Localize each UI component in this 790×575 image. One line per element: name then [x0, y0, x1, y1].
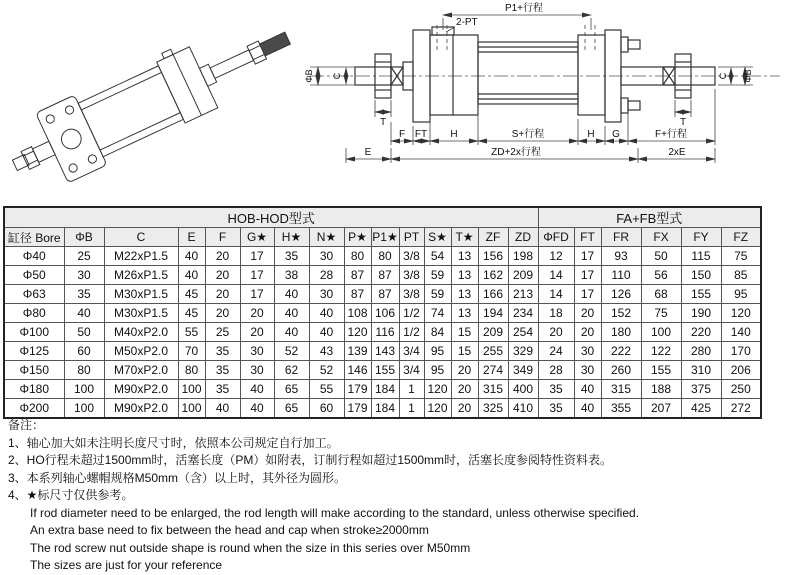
table-cell: 20 [574, 323, 601, 342]
table-cell: 74 [424, 304, 451, 323]
table-cell: 425 [681, 399, 721, 419]
table-cell: 35 [538, 380, 574, 399]
table-cell: 25 [64, 247, 104, 266]
table-cell: 75 [721, 247, 761, 266]
table-cell: 3/8 [399, 247, 424, 266]
column-header: FY [681, 228, 721, 247]
table-cell: M30xP1.5 [104, 304, 178, 323]
table-cell: 18 [538, 304, 574, 323]
table-cell: 87 [371, 266, 399, 285]
table-cell: 40 [274, 285, 309, 304]
table-cell: 30 [574, 342, 601, 361]
table-cell: 87 [344, 266, 371, 285]
table-cell: 315 [478, 380, 508, 399]
table-cell: 198 [508, 247, 538, 266]
column-header: FT [574, 228, 601, 247]
table-cell: 139 [344, 342, 371, 361]
table-cell: 40 [309, 304, 344, 323]
table-cell: 50 [64, 323, 104, 342]
table-cell: 272 [721, 399, 761, 419]
table-cell: 80 [344, 247, 371, 266]
table-cell: 400 [508, 380, 538, 399]
table-cell: 254 [508, 323, 538, 342]
table-cell: 108 [344, 304, 371, 323]
column-header: G★ [240, 228, 274, 247]
table-cell: 12 [538, 247, 574, 266]
table-cell: 80 [64, 361, 104, 380]
table-cell: 13 [451, 266, 478, 285]
table-cell: 28 [538, 361, 574, 380]
table-cell: 152 [601, 304, 641, 323]
column-header: T★ [451, 228, 478, 247]
table-cell: M22xP1.5 [104, 247, 178, 266]
table-cell: 65 [274, 399, 309, 419]
table-cell: 35 [205, 342, 240, 361]
group-header-row [4, 207, 761, 228]
table-cell: 60 [309, 399, 344, 419]
table-cell: 40 [64, 304, 104, 323]
table-cell: 14 [538, 285, 574, 304]
table-cell: 194 [478, 304, 508, 323]
dim-t-left: T [379, 117, 387, 128]
table-cell: 100 [641, 323, 681, 342]
table-cell: 17 [240, 247, 274, 266]
dim-p1-stroke: P1+行程 [504, 3, 544, 14]
table-cell: 95 [721, 285, 761, 304]
table-cell: 180 [601, 323, 641, 342]
table-cell: 40 [274, 304, 309, 323]
table-row [4, 304, 761, 323]
table-cell: 120 [721, 304, 761, 323]
column-header: ZF [478, 228, 508, 247]
column-header: F [205, 228, 240, 247]
table-cell: 35 [274, 247, 309, 266]
table-cell: Φ125 [4, 342, 64, 361]
table-row [4, 323, 761, 342]
table-cell: 100 [64, 380, 104, 399]
dim-phib-left: ΦB [304, 69, 314, 83]
table-cell: 56 [641, 266, 681, 285]
column-header: C [104, 228, 178, 247]
table-row [4, 380, 761, 399]
table-cell: 30 [240, 342, 274, 361]
dim-2pt: 2-PT [456, 17, 478, 28]
table-cell: 156 [478, 247, 508, 266]
table-cell: 20 [205, 304, 240, 323]
table-cell: Φ100 [4, 323, 64, 342]
table-cell: 95 [424, 342, 451, 361]
table-cell: 146 [344, 361, 371, 380]
table-cell: 25 [205, 323, 240, 342]
table-cell: 40 [240, 399, 274, 419]
table-cell: 207 [641, 399, 681, 419]
table-cell: 40 [240, 380, 274, 399]
dim-h-right: H [587, 129, 595, 140]
table-cell: 20 [240, 304, 274, 323]
column-header: P★ [344, 228, 371, 247]
table-cell: 20 [451, 380, 478, 399]
table-cell: 120 [424, 380, 451, 399]
table-cell: 155 [681, 285, 721, 304]
table-cell: 274 [478, 361, 508, 380]
column-header: E [178, 228, 205, 247]
iso-cylinder-illustration [10, 2, 295, 194]
table-row [4, 342, 761, 361]
dim-s-stroke: S+行程 [511, 129, 545, 140]
table-cell: Φ150 [4, 361, 64, 380]
table-cell: Φ180 [4, 380, 64, 399]
note-zh-3: 3、本系列轴心螺帽规格M50mm（含）以上时，其外径为圆形。 [8, 470, 347, 485]
table-cell: M70xP2.0 [104, 361, 178, 380]
table-cell: 280 [681, 342, 721, 361]
table-cell: 329 [508, 342, 538, 361]
table-cell: 54 [424, 247, 451, 266]
note-zh-1: 1、轴心加大如未注明长度尺寸时，依照本公司规定自行加工。 [8, 435, 339, 450]
table-cell: 35 [205, 380, 240, 399]
table-cell: 150 [681, 266, 721, 285]
table-cell: 30 [309, 247, 344, 266]
column-header: FZ [721, 228, 761, 247]
table-cell: 255 [478, 342, 508, 361]
table-cell: 209 [478, 323, 508, 342]
note-en-3: The rod screw nut outside shape is round when the size in this series over M50mm [30, 540, 471, 555]
dim-zd-stroke: ZD+2x行程 [491, 147, 541, 158]
table-cell: 310 [681, 361, 721, 380]
table-cell: 80 [178, 361, 205, 380]
table-cell: 120 [424, 399, 451, 419]
dim-f-stroke: F+行程 [655, 129, 687, 140]
table-cell: 60 [64, 342, 104, 361]
table-cell: 184 [371, 399, 399, 419]
column-header: 缸径 Bore [4, 228, 64, 247]
table-cell: 355 [601, 399, 641, 419]
table-cell: 17 [574, 247, 601, 266]
table-cell: 93 [601, 247, 641, 266]
table-cell: Φ50 [4, 266, 64, 285]
table-cell: 100 [178, 399, 205, 419]
table-cell: 325 [478, 399, 508, 419]
dim-c-left: C [332, 72, 342, 80]
table-cell: 62 [274, 361, 309, 380]
table-cell: 143 [371, 342, 399, 361]
dim-e: E [364, 147, 372, 158]
table-cell: 20 [451, 361, 478, 380]
table-cell: 59 [424, 266, 451, 285]
table-cell: 24 [538, 342, 574, 361]
table-cell: 13 [451, 247, 478, 266]
table-cell: 87 [344, 285, 371, 304]
table-cell: 20 [205, 285, 240, 304]
table-cell: 40 [274, 323, 309, 342]
table-row [4, 399, 761, 419]
table-cell: 35 [64, 285, 104, 304]
table-cell: 155 [641, 361, 681, 380]
table-cell: Φ40 [4, 247, 64, 266]
note-zh-2: 2、HO行程未超过1500mm时，活塞长度（PM）如附表，订制行程如超过1500mm时，活塞长度参阅特性资料表。 [8, 453, 613, 467]
table-cell: 184 [371, 380, 399, 399]
table-cell: 115 [681, 247, 721, 266]
table-cell: 213 [508, 285, 538, 304]
table-cell: 100 [64, 399, 104, 419]
table-cell: 20 [240, 323, 274, 342]
table-cell: 50 [641, 247, 681, 266]
table-cell: 13 [451, 285, 478, 304]
table-row [4, 247, 761, 266]
column-header: FR [601, 228, 641, 247]
table-cell: 220 [681, 323, 721, 342]
table-cell: 45 [178, 304, 205, 323]
table-cell: 20 [574, 304, 601, 323]
column-header: H★ [274, 228, 309, 247]
table-cell: M90xP2.0 [104, 380, 178, 399]
table-cell: 1/2 [399, 304, 424, 323]
column-header-row [4, 228, 761, 247]
column-header: ZD [508, 228, 538, 247]
table-cell: 68 [641, 285, 681, 304]
table-cell: 75 [641, 304, 681, 323]
table-cell: 30 [240, 361, 274, 380]
table-cell: 15 [451, 342, 478, 361]
table-cell: 40 [205, 399, 240, 419]
table-cell: 28 [309, 266, 344, 285]
group-header: FA+FB型式 [538, 207, 761, 228]
table-cell: 179 [344, 380, 371, 399]
column-header: N★ [309, 228, 344, 247]
table-cell: M30xP1.5 [104, 285, 178, 304]
table-cell: 100 [178, 380, 205, 399]
column-header: S★ [424, 228, 451, 247]
column-header: PT [399, 228, 424, 247]
table-cell: 140 [721, 323, 761, 342]
table-cell: 40 [178, 266, 205, 285]
table-cell: 155 [371, 361, 399, 380]
table-cell: 84 [424, 323, 451, 342]
table-cell: 70 [178, 342, 205, 361]
table-cell: 260 [601, 361, 641, 380]
table-cell: 3/8 [399, 285, 424, 304]
table-cell: 35 [538, 399, 574, 419]
dim-c-right: C [718, 72, 728, 80]
table-cell: 315 [601, 380, 641, 399]
table-cell: 234 [508, 304, 538, 323]
table-cell: 222 [601, 342, 641, 361]
table-row [4, 361, 761, 380]
table-cell: 126 [601, 285, 641, 304]
table-cell: 43 [309, 342, 344, 361]
table-row [4, 285, 761, 304]
table-cell: 122 [641, 342, 681, 361]
table-cell: 17 [240, 285, 274, 304]
table-cell: 17 [574, 266, 601, 285]
table-cell: 30 [64, 266, 104, 285]
dim-f: F [398, 129, 406, 140]
table-cell: 3/4 [399, 361, 424, 380]
table-cell: 45 [178, 285, 205, 304]
table-cell: 190 [681, 304, 721, 323]
table-cell: Φ200 [4, 399, 64, 419]
table-cell: 170 [721, 342, 761, 361]
table-cell: 1/2 [399, 323, 424, 342]
table-cell: Φ80 [4, 304, 64, 323]
table-cell: M90xP2.0 [104, 399, 178, 419]
table-cell: 120 [344, 323, 371, 342]
table-cell: 59 [424, 285, 451, 304]
group-header: HOB-HOD型式 [4, 207, 538, 228]
table-cell: 106 [371, 304, 399, 323]
table-cell: 15 [451, 323, 478, 342]
table-cell: 40 [309, 323, 344, 342]
dim-g: G [612, 129, 620, 140]
table-cell: 110 [601, 266, 641, 285]
table-cell: 20 [451, 399, 478, 419]
table-cell: 375 [681, 380, 721, 399]
notes-section [8, 417, 639, 575]
column-header: ΦFD [538, 228, 574, 247]
dim-t-right: T [679, 117, 687, 128]
table-cell: 250 [721, 380, 761, 399]
front-cylinder-diagram [298, 0, 790, 175]
table-cell: 20 [205, 266, 240, 285]
table-cell: 87 [371, 285, 399, 304]
table-cell: 40 [574, 380, 601, 399]
table-cell: 55 [178, 323, 205, 342]
dim-h-left: H [450, 129, 458, 140]
column-header: FX [641, 228, 681, 247]
table-cell: 80 [371, 247, 399, 266]
table-cell: 20 [205, 247, 240, 266]
table-cell: 40 [574, 399, 601, 419]
table-cell: 3/8 [399, 266, 424, 285]
table-cell: 209 [508, 266, 538, 285]
table-cell: 13 [451, 304, 478, 323]
table-cell: 30 [574, 361, 601, 380]
dim-2xe: 2xE [668, 147, 686, 158]
note-zh-4: 4、★标尺寸仅供参考。 [8, 488, 134, 502]
table-cell: 1 [399, 380, 424, 399]
table-cell: M50xP2.0 [104, 342, 178, 361]
table-row [4, 266, 761, 285]
table-cell: 162 [478, 266, 508, 285]
table-cell: 188 [641, 380, 681, 399]
table-cell: 349 [508, 361, 538, 380]
table-cell: 179 [344, 399, 371, 419]
table-cell: 35 [205, 361, 240, 380]
table-cell: M40xP2.0 [104, 323, 178, 342]
table-cell: 116 [371, 323, 399, 342]
table-cell: 40 [178, 247, 205, 266]
dim-phib-right: ΦB [743, 69, 753, 83]
table-cell: 17 [574, 285, 601, 304]
front-view-drawing [298, 0, 790, 175]
table-cell: 14 [538, 266, 574, 285]
table-cell: 410 [508, 399, 538, 419]
note-en-2: An extra base need to fix between the head and cap when stroke≥2000mm [30, 523, 429, 537]
table-cell: M26xP1.5 [104, 266, 178, 285]
table-cell: 95 [424, 361, 451, 380]
table-cell: Φ63 [4, 285, 64, 304]
table-cell: 38 [274, 266, 309, 285]
table-cell: 52 [274, 342, 309, 361]
table-cell: 55 [309, 380, 344, 399]
table-cell: 85 [721, 266, 761, 285]
dim-ft: FT [414, 129, 428, 140]
table-cell: 1 [399, 399, 424, 419]
table-cell: 17 [240, 266, 274, 285]
spec-table [3, 206, 762, 419]
table-cell: 20 [538, 323, 574, 342]
table-cell: 65 [274, 380, 309, 399]
table-cell: 166 [478, 285, 508, 304]
iso-view-drawing [10, 2, 295, 194]
note-en-4: The sizes are just for your reference [30, 558, 223, 572]
table-cell: 30 [309, 285, 344, 304]
table-cell: 52 [309, 361, 344, 380]
table-cell: 3/4 [399, 342, 424, 361]
column-header: P1★ [371, 228, 399, 247]
note-en-1: If rod diameter need to be enlarged, the rod length will make according to the standard, unless otherwise specified. [30, 505, 640, 520]
table-cell: 206 [721, 361, 761, 380]
notes-title: 备注： [8, 418, 45, 432]
column-header: ΦB [64, 228, 104, 247]
